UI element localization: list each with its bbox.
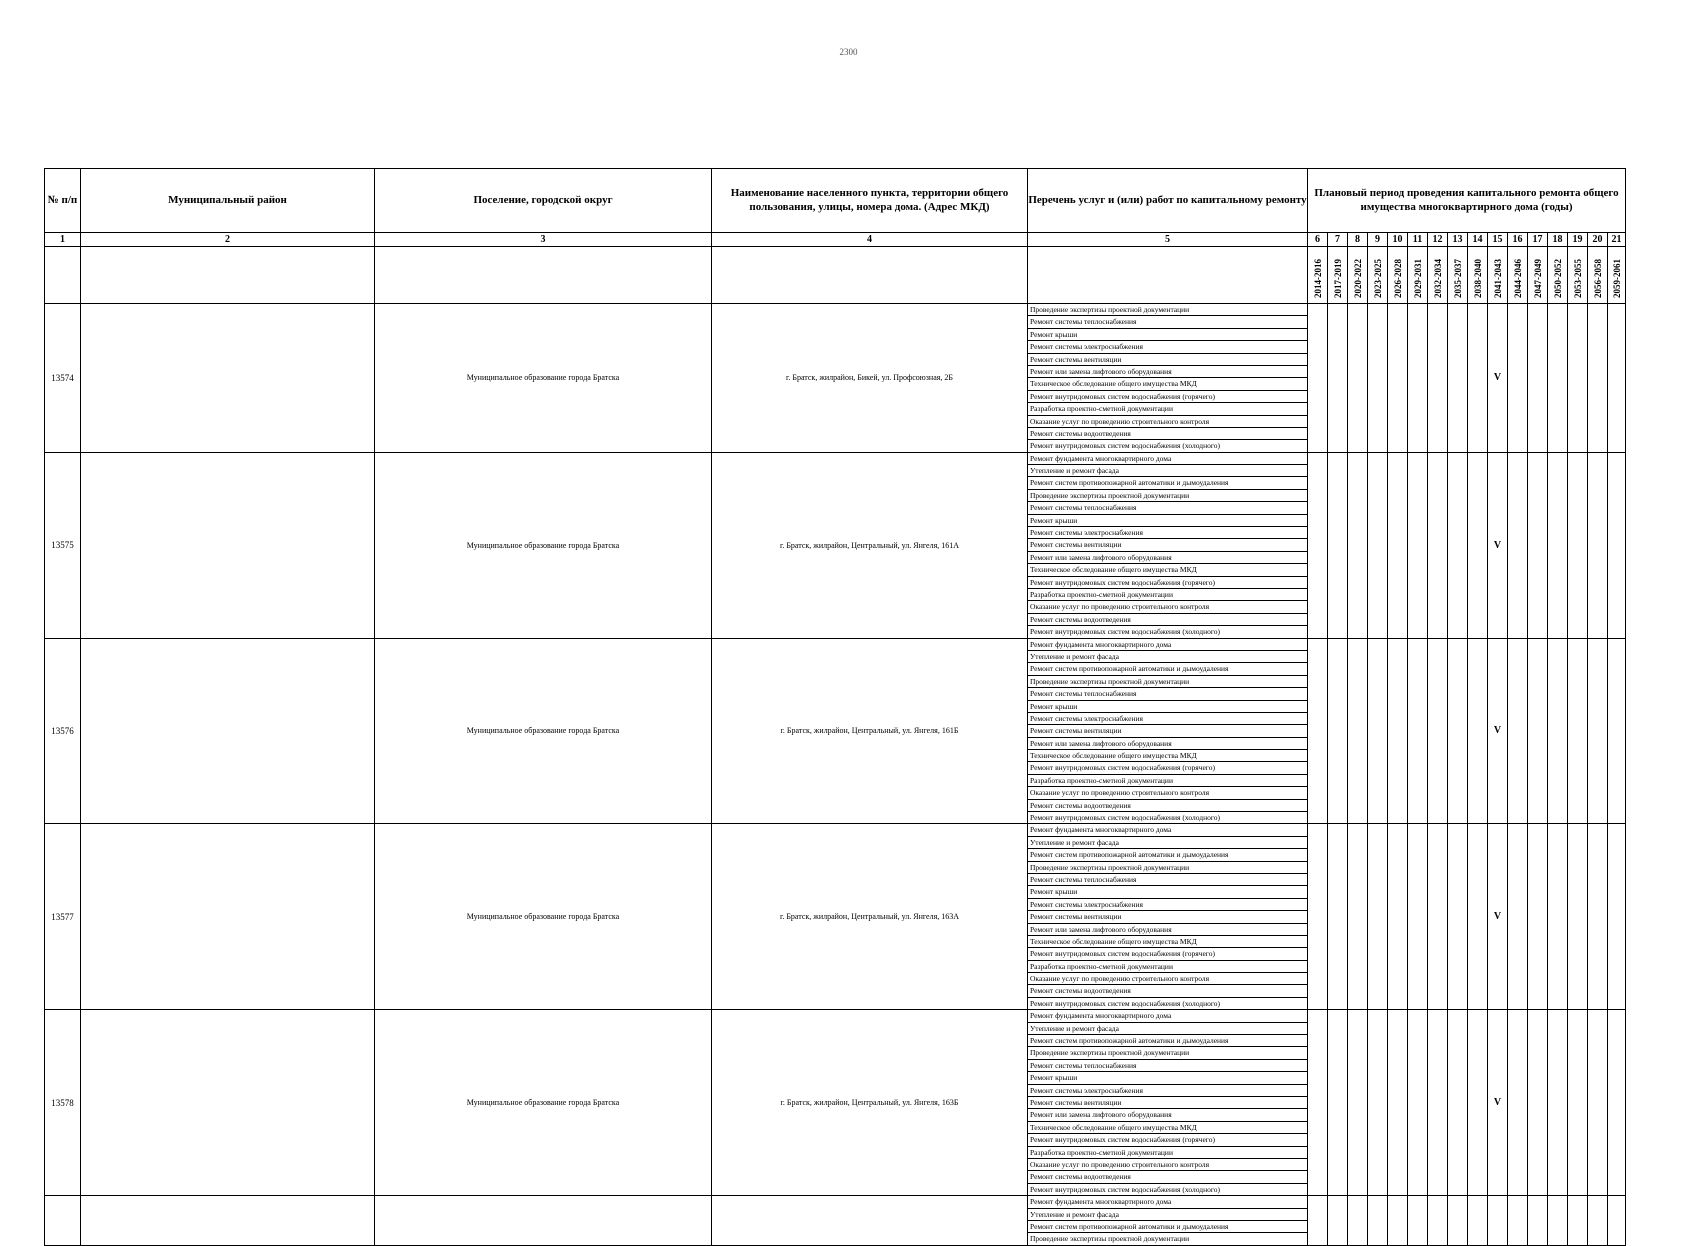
period-cell xyxy=(1508,452,1528,638)
service-item: Техническое обследование общего имущества МКД xyxy=(1028,563,1307,575)
period-cell xyxy=(1388,638,1408,824)
row-number: 13577 xyxy=(45,824,81,1010)
column-number: 3 xyxy=(375,233,712,247)
year-period-cell xyxy=(1608,247,1626,304)
period-cell xyxy=(1428,1196,1448,1246)
row-services xyxy=(1028,1010,1308,1196)
period-cell xyxy=(1588,824,1608,1010)
period-cell xyxy=(1588,1010,1608,1196)
period-cell xyxy=(1608,1196,1626,1246)
service-item: Оказание услуг по проведению строительного контроля xyxy=(1028,415,1307,427)
column-number: 17 xyxy=(1528,233,1548,247)
year-period-label: 2056-2058 xyxy=(1592,259,1603,298)
row-settlement: Муниципальное образование города Братска xyxy=(375,304,712,453)
year-period-label: 2050-2052 xyxy=(1552,259,1563,298)
service-item: Утепление и ремонт фасада xyxy=(1028,464,1307,476)
period-cell xyxy=(1548,452,1568,638)
period-cell xyxy=(1468,638,1488,824)
period-cell xyxy=(1588,638,1608,824)
service-item: Разработка проектно-сметной документации xyxy=(1028,1146,1307,1158)
period-cell xyxy=(1328,1196,1348,1246)
column-number: 12 xyxy=(1428,233,1448,247)
column-number: 20 xyxy=(1588,233,1608,247)
column-number: 6 xyxy=(1308,233,1328,247)
year-period-cell xyxy=(1568,247,1588,304)
service-item: Разработка проектно-сметной документации xyxy=(1028,960,1307,972)
row-district xyxy=(81,452,375,638)
year-period-label: 2053-2055 xyxy=(1572,259,1583,298)
service-item: Ремонт фундамента многоквартирного дома xyxy=(1030,1011,1172,1021)
service-item: Проведение экспертизы проектной документации xyxy=(1028,675,1307,687)
period-cell xyxy=(1588,304,1608,453)
period-cell xyxy=(1588,452,1608,638)
service-item: Ремонт внутридомовых систем водоснабжения (холодного) xyxy=(1028,439,1307,451)
service-item: Ремонт системы вентиляции xyxy=(1028,538,1307,550)
period-cell xyxy=(1448,824,1468,1010)
service-item: Техническое обследование общего имущества МКД xyxy=(1028,749,1307,761)
table-row xyxy=(45,452,1626,638)
header-col-period: Плановый период проведения капитального ремонта общего имущества многоквартирного дома (годы) xyxy=(1308,169,1626,233)
row-services xyxy=(1028,452,1308,638)
column-number: 21 xyxy=(1608,233,1626,247)
period-cell xyxy=(1468,452,1488,638)
year-row-spacer xyxy=(375,247,712,304)
row-address: г. Братск, жилрайон, Бикей, ул. Профсоюзная, 2Б xyxy=(712,304,1028,453)
capital-repair-table xyxy=(44,168,1626,1246)
service-item: Ремонт крыши xyxy=(1028,514,1307,526)
header-col-services: Перечень услуг и (или) работ по капитальному ремонту xyxy=(1028,169,1308,233)
column-number: 10 xyxy=(1388,233,1408,247)
period-cell xyxy=(1308,1196,1328,1246)
service-item: Ремонт системы электроснабжения xyxy=(1028,340,1307,352)
row-district xyxy=(81,1010,375,1196)
year-period-label: 2017-2019 xyxy=(1332,259,1343,298)
service-item: Утепление и ремонт фасада xyxy=(1028,836,1307,848)
year-period-cell xyxy=(1528,247,1548,304)
period-cell xyxy=(1448,638,1468,824)
period-cell xyxy=(1548,1010,1568,1196)
header-col-settlement: Поселение, городской округ xyxy=(375,169,712,233)
period-cell xyxy=(1348,824,1368,1010)
year-period-label: 2035-2037 xyxy=(1452,259,1463,298)
column-number: 15 xyxy=(1488,233,1508,247)
period-cell xyxy=(1348,452,1368,638)
column-number: 1 xyxy=(45,233,81,247)
period-cell xyxy=(1468,824,1488,1010)
year-period-cell xyxy=(1328,247,1348,304)
period-cell xyxy=(1448,1196,1468,1246)
period-cell xyxy=(1308,824,1328,1010)
row-settlement: Муниципальное образование города Братска xyxy=(375,638,712,824)
service-item: Оказание услуг по проведению строительного контроля xyxy=(1028,972,1307,984)
year-period-label: 2059-2061 xyxy=(1611,259,1622,298)
service-item: Ремонт системы теплоснабжения xyxy=(1028,501,1307,513)
period-mark: V xyxy=(1488,824,1508,1010)
period-cell xyxy=(1548,1196,1568,1246)
period-cell xyxy=(1508,1196,1528,1246)
row-address: г. Братск, жилрайон, Центральный, ул. Янгеля, 163Б xyxy=(712,1010,1028,1196)
service-item: Ремонт или замена лифтового оборудования xyxy=(1028,1108,1307,1120)
period-cell xyxy=(1608,1010,1626,1196)
service-item: Техническое обследование общего имущества МКД xyxy=(1028,935,1307,947)
service-item: Ремонт системы водоотведения xyxy=(1028,1170,1307,1182)
page-number: 2300 xyxy=(839,47,858,57)
header-col-address: Наименование населенного пункта, территории общего пользования, улицы, номера дома. (Адрес МКД) xyxy=(712,169,1028,233)
row-services xyxy=(1028,1196,1308,1246)
service-item: Ремонт крыши xyxy=(1028,885,1307,897)
service-item: Ремонт внутридомовых систем водоснабжения (холодного) xyxy=(1028,811,1307,823)
capital-repair-table-wrapper xyxy=(44,168,1625,1244)
service-item: Ремонт внутридомовых систем водоснабжения (горячего) xyxy=(1028,761,1307,773)
service-item: Ремонт системы вентиляции xyxy=(1028,353,1307,365)
period-cell xyxy=(1448,452,1468,638)
period-cell xyxy=(1468,1010,1488,1196)
row-settlement: Муниципальное образование города Братска xyxy=(375,452,712,638)
service-item: Ремонт или замена лифтового оборудования xyxy=(1028,923,1307,935)
service-item: Ремонт внутридомовых систем водоснабжения (холодного) xyxy=(1028,625,1307,637)
service-item: Оказание услуг по проведению строительного контроля xyxy=(1028,1158,1307,1170)
service-item: Оказание услуг по проведению строительного контроля xyxy=(1028,600,1307,612)
period-cell xyxy=(1508,638,1528,824)
header-row xyxy=(45,169,1626,233)
period-cell xyxy=(1568,638,1588,824)
service-item: Оказание услуг по проведению строительного контроля xyxy=(1028,786,1307,798)
period-cell xyxy=(1608,638,1626,824)
service-item: Ремонт внутридомовых систем водоснабжения (горячего) xyxy=(1028,390,1307,402)
service-item: Ремонт систем противопожарной автоматики и дымоудаления xyxy=(1028,476,1307,488)
row-settlement: Муниципальное образование города Братска xyxy=(375,1010,712,1196)
period-cell xyxy=(1328,1010,1348,1196)
period-cell xyxy=(1468,1196,1488,1246)
period-cell xyxy=(1568,452,1588,638)
service-item: Ремонт или замена лифтового оборудования xyxy=(1028,551,1307,563)
year-row-spacer xyxy=(1028,247,1308,304)
year-period-label: 2026-2028 xyxy=(1392,259,1403,298)
service-item: Утепление и ремонт фасада xyxy=(1028,1208,1307,1220)
period-cell xyxy=(1508,824,1528,1010)
row-services xyxy=(1028,824,1308,1010)
year-period-cell xyxy=(1468,247,1488,304)
service-item: Ремонт систем противопожарной автоматики и дымоудаления xyxy=(1028,662,1307,674)
period-cell xyxy=(1368,1010,1388,1196)
period-cell xyxy=(1388,1196,1408,1246)
period-cell xyxy=(1508,304,1528,453)
row-address: г. Братск, жилрайон, Центральный, ул. Янгеля, 161Б xyxy=(712,638,1028,824)
service-item: Ремонт системы теплоснабжения xyxy=(1028,1059,1307,1071)
year-period-cell xyxy=(1548,247,1568,304)
service-item: Ремонт системы электроснабжения xyxy=(1028,1084,1307,1096)
period-mark: V xyxy=(1488,304,1508,453)
year-period-label: 2044-2046 xyxy=(1512,259,1523,298)
service-item: Разработка проектно-сметной документации xyxy=(1028,588,1307,600)
period-mark: V xyxy=(1488,452,1508,638)
service-item: Проведение экспертизы проектной документации xyxy=(1028,861,1307,873)
year-period-cell xyxy=(1308,247,1328,304)
service-item: Ремонт внутридомовых систем водоснабжения (горячего) xyxy=(1028,1133,1307,1145)
service-item: Ремонт систем противопожарной автоматики и дымоудаления xyxy=(1028,1220,1307,1232)
service-item: Утепление и ремонт фасада xyxy=(1028,1022,1307,1034)
row-number: 13574 xyxy=(45,304,81,453)
period-mark: V xyxy=(1488,638,1508,824)
service-item: Ремонт системы водоотведения xyxy=(1028,427,1307,439)
service-item: Ремонт фундамента многоквартирного дома xyxy=(1030,453,1172,463)
row-number: 13576 xyxy=(45,638,81,824)
row-district xyxy=(81,1196,375,1246)
period-cell xyxy=(1308,452,1328,638)
column-number: 16 xyxy=(1508,233,1528,247)
service-item: Ремонт системы теплоснабжения xyxy=(1028,315,1307,327)
column-number: 2 xyxy=(81,233,375,247)
row-number: 13575 xyxy=(45,452,81,638)
period-cell xyxy=(1608,304,1626,453)
period-cell xyxy=(1548,824,1568,1010)
row-district xyxy=(81,304,375,453)
period-cell xyxy=(1408,304,1428,453)
period-cell xyxy=(1528,1010,1548,1196)
service-item: Техническое обследование общего имущества МКД xyxy=(1028,377,1307,389)
period-cell xyxy=(1308,304,1328,453)
service-item: Проведение экспертизы проектной документации xyxy=(1030,305,1190,314)
period-cell xyxy=(1548,638,1568,824)
year-period-cell xyxy=(1388,247,1408,304)
table-row xyxy=(45,638,1626,824)
service-item: Ремонт системы водоотведения xyxy=(1028,984,1307,996)
period-cell xyxy=(1448,1010,1468,1196)
period-cell xyxy=(1368,452,1388,638)
period-cell xyxy=(1568,824,1588,1010)
period-cell xyxy=(1328,452,1348,638)
period-cell xyxy=(1348,1010,1368,1196)
column-number: 9 xyxy=(1368,233,1388,247)
period-cell xyxy=(1328,824,1348,1010)
period-cell xyxy=(1528,1196,1548,1246)
period-cell xyxy=(1388,304,1408,453)
column-number: 5 xyxy=(1028,233,1308,247)
period-cell xyxy=(1368,638,1388,824)
service-item: Ремонт внутридомовых систем водоснабжения (горячего) xyxy=(1028,947,1307,959)
service-item: Утепление и ремонт фасада xyxy=(1028,650,1307,662)
period-cell xyxy=(1568,1196,1588,1246)
period-cell xyxy=(1388,1010,1408,1196)
period-cell xyxy=(1508,1010,1528,1196)
period-cell xyxy=(1528,304,1548,453)
period-cell xyxy=(1308,638,1328,824)
header-col-number: № п/п xyxy=(45,169,81,233)
period-cell xyxy=(1468,304,1488,453)
table-row xyxy=(45,824,1626,1010)
year-period-label: 2038-2040 xyxy=(1472,259,1483,298)
period-cell xyxy=(1528,824,1548,1010)
row-services xyxy=(1028,304,1308,453)
year-period-label: 2032-2034 xyxy=(1432,259,1443,298)
period-cell xyxy=(1608,452,1626,638)
header-col-district: Муниципальный район xyxy=(81,169,375,233)
period-cell xyxy=(1328,638,1348,824)
period-cell xyxy=(1388,452,1408,638)
year-period-label: 2020-2022 xyxy=(1352,259,1363,298)
year-period-cell xyxy=(1588,247,1608,304)
period-cell xyxy=(1568,304,1588,453)
period-cell xyxy=(1428,452,1448,638)
row-number: 13578 xyxy=(45,1010,81,1196)
period-cell xyxy=(1528,638,1548,824)
year-period-label: 2023-2025 xyxy=(1372,259,1383,298)
service-item: Ремонт или замена лифтового оборудования xyxy=(1028,365,1307,377)
period-cell xyxy=(1368,304,1388,453)
period-cell xyxy=(1428,824,1448,1010)
column-number: 7 xyxy=(1328,233,1348,247)
period-cell xyxy=(1408,638,1428,824)
service-item: Ремонт системы теплоснабжения xyxy=(1028,687,1307,699)
service-item: Ремонт внутридомовых систем водоснабжения (горячего) xyxy=(1028,576,1307,588)
period-cell xyxy=(1348,304,1368,453)
service-item: Ремонт фундамента многоквартирного дома xyxy=(1030,825,1172,835)
table-body xyxy=(45,247,1626,1246)
service-item: Ремонт системы водоотведения xyxy=(1028,799,1307,811)
row-settlement xyxy=(375,1196,712,1246)
service-item: Ремонт системы вентиляции xyxy=(1028,1096,1307,1108)
period-cell xyxy=(1428,304,1448,453)
year-period-cell xyxy=(1348,247,1368,304)
table-row xyxy=(45,304,1626,453)
period-cell xyxy=(1408,1010,1428,1196)
year-period-cell xyxy=(1428,247,1448,304)
service-item: Техническое обследование общего имущества МКД xyxy=(1028,1121,1307,1133)
period-cell xyxy=(1348,638,1368,824)
service-item: Ремонт системы вентиляции xyxy=(1028,910,1307,922)
service-item: Ремонт системы электроснабжения xyxy=(1028,898,1307,910)
period-cell xyxy=(1528,452,1548,638)
year-period-label: 2047-2049 xyxy=(1532,259,1543,298)
year-row-spacer xyxy=(81,247,375,304)
row-settlement: Муниципальное образование города Братска xyxy=(375,824,712,1010)
row-number xyxy=(45,1196,81,1246)
column-number: 13 xyxy=(1448,233,1468,247)
row-address xyxy=(712,1196,1028,1246)
period-cell xyxy=(1408,452,1428,638)
service-item: Ремонт системы водоотведения xyxy=(1028,613,1307,625)
year-period-label: 2029-2031 xyxy=(1412,259,1423,298)
period-cell xyxy=(1408,1196,1428,1246)
service-item: Ремонт систем противопожарной автоматики и дымоудаления xyxy=(1028,1034,1307,1046)
service-item: Ремонт крыши xyxy=(1028,328,1307,340)
period-cell xyxy=(1368,824,1388,1010)
row-district xyxy=(81,824,375,1010)
service-item: Ремонт крыши xyxy=(1028,700,1307,712)
period-cell xyxy=(1428,638,1448,824)
service-item: Разработка проектно-сметной документации xyxy=(1028,774,1307,786)
period-cell xyxy=(1488,1196,1508,1246)
period-cell xyxy=(1428,1010,1448,1196)
year-period-cell xyxy=(1408,247,1428,304)
period-cell xyxy=(1548,304,1568,453)
row-services xyxy=(1028,638,1308,824)
year-row-spacer xyxy=(45,247,81,304)
period-cell xyxy=(1328,304,1348,453)
service-item: Ремонт внутридомовых систем водоснабжения (холодного) xyxy=(1028,1183,1307,1195)
period-cell xyxy=(1608,824,1626,1010)
period-cell xyxy=(1308,1010,1328,1196)
period-cell xyxy=(1568,1010,1588,1196)
year-period-cell xyxy=(1448,247,1468,304)
period-cell xyxy=(1408,824,1428,1010)
year-period-cell xyxy=(1368,247,1388,304)
service-item: Ремонт систем противопожарной автоматики и дымоудаления xyxy=(1028,848,1307,860)
row-district xyxy=(81,638,375,824)
year-period-label: 2014-2016 xyxy=(1312,259,1323,298)
service-item: Ремонт системы электроснабжения xyxy=(1028,526,1307,538)
column-number: 18 xyxy=(1548,233,1568,247)
period-cell xyxy=(1388,824,1408,1010)
table-row xyxy=(45,1196,1626,1246)
period-mark: V xyxy=(1488,1010,1508,1196)
service-item: Ремонт системы вентиляции xyxy=(1028,724,1307,736)
period-cell xyxy=(1348,1196,1368,1246)
year-row xyxy=(45,247,1626,304)
column-number: 11 xyxy=(1408,233,1428,247)
service-item: Ремонт фундамента многоквартирного дома xyxy=(1030,639,1172,649)
column-number: 4 xyxy=(712,233,1028,247)
year-row-spacer xyxy=(712,247,1028,304)
column-number-row xyxy=(45,233,1626,247)
year-period-label: 2041-2043 xyxy=(1492,259,1503,298)
service-item: Проведение экспертизы проектной документации xyxy=(1028,1046,1307,1058)
service-item: Ремонт или замена лифтового оборудования xyxy=(1028,737,1307,749)
service-item: Разработка проектно-сметной документации xyxy=(1028,402,1307,414)
service-item: Ремонт системы электроснабжения xyxy=(1028,712,1307,724)
year-period-cell xyxy=(1488,247,1508,304)
row-address: г. Братск, жилрайон, Центральный, ул. Янгеля, 161А xyxy=(712,452,1028,638)
service-item: Проведение экспертизы проектной документации xyxy=(1028,1232,1307,1244)
row-address: г. Братск, жилрайон, Центральный, ул. Янгеля, 163А xyxy=(712,824,1028,1010)
period-cell xyxy=(1588,1196,1608,1246)
period-cell xyxy=(1368,1196,1388,1246)
year-period-cell xyxy=(1508,247,1528,304)
table-row xyxy=(45,1010,1626,1196)
column-number: 14 xyxy=(1468,233,1488,247)
service-item: Ремонт фундамента многоквартирного дома xyxy=(1030,1197,1172,1207)
service-item: Ремонт крыши xyxy=(1028,1071,1307,1083)
column-number: 19 xyxy=(1568,233,1588,247)
service-item: Ремонт внутридомовых систем водоснабжения (холодного) xyxy=(1028,997,1307,1009)
column-number: 8 xyxy=(1348,233,1368,247)
service-item: Проведение экспертизы проектной документации xyxy=(1028,489,1307,501)
service-item: Ремонт системы теплоснабжения xyxy=(1028,873,1307,885)
period-cell xyxy=(1448,304,1468,453)
